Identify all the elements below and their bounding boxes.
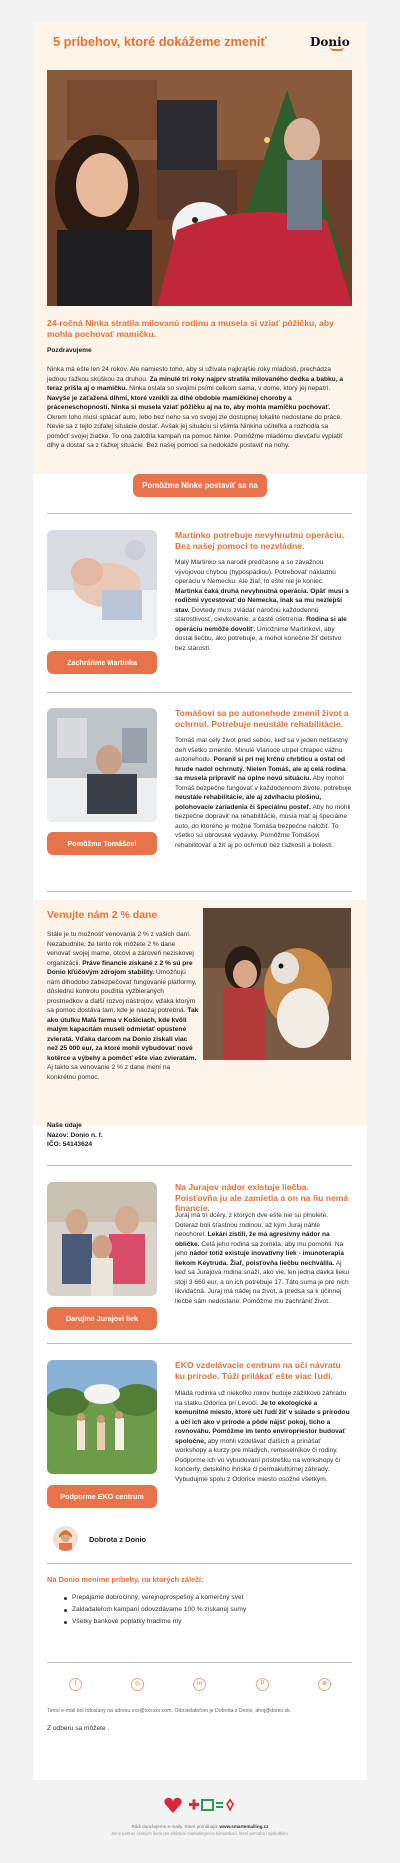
donio-logo[interactable] — [310, 33, 352, 51]
story2-body: Malý Martinko sa narodil predčasne a so závažnou vývojovou chybou (hypospádiou). Potrebovať nákladnú operáciu v Nemecku. Ale žiaľ, to ešte nie je koniec. Martinka čaká druhá nevyhnutná operácia. Opäť musí s rodičmi vycestovať do Nemecka, inak sa mu nezlepší stav. Dovtedy musí zvládať náročnú každodennú starostlivosť, cievkovanie, a časté ošetrenia. Rodina si ale operáciu nemôže dovoliť. Umožnime Martinkovi, aby dostal liečbu, ako potrebuje, a mohol konečne žiť detstvo bez starostí. — [175, 559, 349, 652]
story1-greeting: Pozdravujeme — [47, 347, 92, 354]
story1-photo — [47, 70, 352, 306]
list-item: Zakladateľom kampaní odovzdávame 100 % získanej sumy — [62, 1604, 352, 1616]
story4-body: Juraj má tri dcéry, z ktorých dve ešte nie sú plnoleté. Doteraz boli šťastnou rodinou, až kým Juraj náhle neochorel. Lekári zistili, že má agresívny nádor na obličke. Celá jeho rodina sa zomkla, aby mu pomohli. Na jeho nádor totiž existuje inovatívny liek - imunoterapia liekom Keytruda. Žiaľ, poisťovňa liečbu nechválila. Aj keď sa Jurajova rodina snaží, ako vie, len jedna dávka lieku stojí 3 660 eur, a on ich potrebuje 17. Táto suma je pre nich likvidačná. Juraj má nádej na život, a predsa sa k účinnej liečbe sám nedostane. Pomôžme mu zachrániť život. — [175, 1212, 350, 1305]
story2-photo — [47, 530, 157, 640]
tax-details-ico: IČO: 54143624 — [47, 1141, 93, 1148]
story1-body: Ninka má ešte len 24 rokov. Ale namiesto toho, aby si užívala najkrajšie roky mladosti, prechádza jednou ťažkou skúškou za druhou. Za minulé tri roky najprv stratila milovaného dedka a babku, a teraz prišla aj o mamičku. Ninka ostala so svojimi psími celkom sama, v dome, ktorý jej nepatrí. Navyše je zaťažená dlhmi, ktoré vznikli za dlhé obdobie mamičkinej choroby a práceneschopnosti. Ninka si musela vziať pôžičku aj na to, aby mohla mamičku pochovať. Okrem toho musí splácať auto, lebo bez neho sa vo svojej zle dostupnej lokalite nedostane do práce. Nevie sa z tejto zúfalej situácie dostať. Avšak jej situáciu si všimla Ninkina učiteľka a rozhodla sa pomôcť svojej žiačke. To ona založila kampaň na pomoc Ninke. Pomôžme mladému dievčaťu vyplatiť dlhy a dostať sa z ťažkej situácie. Bez našej pomoci sa nedokáže postaviť na nohy. — [47, 366, 344, 449]
signature-avatar — [53, 1526, 78, 1551]
changes-list — [62, 1592, 352, 1628]
list-item: Všetky bankové poplatky hradíme my — [62, 1616, 352, 1628]
logo-text: Donio — [310, 35, 350, 49]
story3-body: Tomáš mal celý život pred sebou, keď sa v jeden nešťastný deň všetko zmenilo. Minulé Vianoce utrpel chlapec vážnu autonehodu. Poranil si pri nej krčnú chrbticu a ostal od hrude nadol ochrnutý. Nielen Tomáš, ale aj celá rodina sa musela pripraviť na úplne novú situáciu. Aby mohol Tomáš bezpečne fungovať v každodennom živote, potrebuje neustále rehabilitácie, ale aj zdvíhaciu plošinu, polohovacie zariadenia či špeciálnu posteľ. Aby ho mohli bezpečne dopraviť na rehabilitácie, musia mať aj špeciálne auto, do ktorého je možné Tomáša bezpečne naložiť. To všetko sú obrovské výdavky. Pomôžme Tomášovi rehabilitovať a žiť aj po ochrnutí bez ťažkostí a bolesti. — [175, 737, 352, 849]
divider — [47, 1563, 352, 1564]
credit-line: Rádi dorušujeme e-maily. Ktoré pomáhajú: www.smartemailing.cz — [131, 1824, 269, 1829]
story3-headline: Tomášovi sa po autonehode zmenil život a ochrnul. Potrebuje neustále rehabilitácie. — [175, 708, 349, 729]
credit-link[interactable]: www.smartemailing.cz — [219, 1824, 269, 1829]
instagram-icon[interactable]: ◎ — [131, 1678, 144, 1691]
story5-photo — [47, 1360, 157, 1474]
logo-smile-icon — [330, 47, 344, 51]
website-icon[interactable]: ⊕ — [318, 1678, 331, 1691]
footer-notice: Tento e-mail bol odoslaný na adresu xxx@xxxxxx.com. Odosielateľom je Dobrota z Donio, ahoj@donio.sk. — [47, 1708, 292, 1714]
divider — [47, 1662, 352, 1663]
story4-headline: Na Jurajov nádor existuje liečba. Poisťovňa ju ale zamietla a on na ňu nemá financie. — [175, 1182, 349, 1213]
divider — [47, 513, 352, 514]
list-item: Prepájame dobročinný, verejnoprospešný a komerčný svet — [62, 1592, 352, 1604]
tax-details — [47, 1121, 199, 1150]
changes-title: Na Donio meníme príbehy, na ktorých záleží: — [47, 1575, 204, 1584]
signature-name: Dobrota z Donio — [89, 1535, 147, 1544]
divider — [47, 1343, 352, 1344]
tax-body: Stále je tu možnosť venovania 2 % z vašich daní. Nezabudnite, že tento rok môžete 2 % dane venovať svojej mame, otcovi a zároveň neziskovej organizácii. Práve financie získané z 2 % sú pre Donio kľúčovým zdrojom stability. Umožňujú nám dlhodobo zabezpečovať fungovanie platformy, dôslednú kontrolu použitia vyzbieraných prostriedkov a ďalší rozvoj nástrojov, vďaka ktorým sa pomoc dostáva tam, kde je naozaj potrebná. Tak ako útulku Malá farma v Košiciach, kde kvôli malým kapacitám museli odmietať opustené zvieratá. Vďaka darcom na Donio získali viac než 25 000 eur, za ktoré mohli vybudovať nové kotërce a výbehy a pomôcť ešte viac zvieratám. Aj takto sa venovanie 2 % z dane mení na konkrétnu pomoc. — [47, 931, 199, 1081]
tax-details-name: Názov: Donio n. f. — [47, 1131, 103, 1139]
divider — [47, 1165, 352, 1166]
story5-headline: EKO vzdelávacie centrum na učí návratu ku prírode. Túži prilákať ešte viac ľudí. — [175, 1360, 341, 1381]
unsubscribe-link[interactable]: Z odberu sa môžete . — [47, 1725, 110, 1732]
pinterest-icon[interactable]: P — [256, 1678, 269, 1691]
story3-donate-button[interactable]: Pomôžme Tomášovi — [47, 832, 157, 855]
story1-donate-button[interactable]: Pomôžme Ninke postaviť sa na nohy — [133, 474, 267, 497]
credit-subline: Jsme partner českých firem pro efektivní marketingovou komunikaci, která pomáhá i výsledkům. — [110, 1831, 290, 1836]
tax-photo — [203, 908, 351, 1060]
tax-title: Venujte nám 2 % dane — [47, 909, 158, 921]
divider — [47, 692, 352, 693]
smartemailing-logo[interactable] — [163, 1795, 237, 1815]
story2-headline: Martinko potrebuje nevyhnutnú operáciu. Bez našej pomoci to nezvládne. — [175, 530, 345, 551]
story1-headline: 24-ročná Ninka stratila milovanú rodinu a musela si vziať pôžičku, aby mohla pochovať mamičku. — [47, 318, 334, 339]
story5-body: Mladá rodinka už niekoľko rokov budúje zážitkovú záhradu na statku Odorica pri Levoči. Je to ekologické a komunitné miesto, ktoré učí ľudí žiť v súlade s prírodou a učí ich ako v prírode a pôde nájsť pokoj, ticho a rovnováhu. Pomôžme im tento enviropriestor budovať spoločne, aby mohli vzdelávať ďalších a prinášať workshopy a kurzy pre mladých, remeselníkov či rodiny. Podporme ich vo vybudovaní prístrešku na workshopy či koncerty, detského ihriska či permakultúrnej záhrady. Vybudujme spolu z Odorice miesto osožné všetkým. — [175, 1390, 350, 1483]
facebook-icon[interactable]: f — [69, 1678, 82, 1691]
linkedin-icon[interactable]: in — [193, 1678, 206, 1691]
email-title: 5 príbehov, ktoré dokážeme zmeniť — [53, 34, 267, 49]
story5-donate-button[interactable]: Podporme EKO centrum — [47, 1485, 157, 1508]
story2-donate-button[interactable]: Zachráňme Martinka — [47, 651, 157, 674]
story4-donate-button[interactable]: Darujme Jurajovi liek — [47, 1307, 157, 1330]
tax-details-title: Naše údaje — [47, 1122, 82, 1129]
story4-photo — [47, 1182, 157, 1296]
divider — [47, 891, 352, 892]
story3-photo — [47, 708, 157, 822]
